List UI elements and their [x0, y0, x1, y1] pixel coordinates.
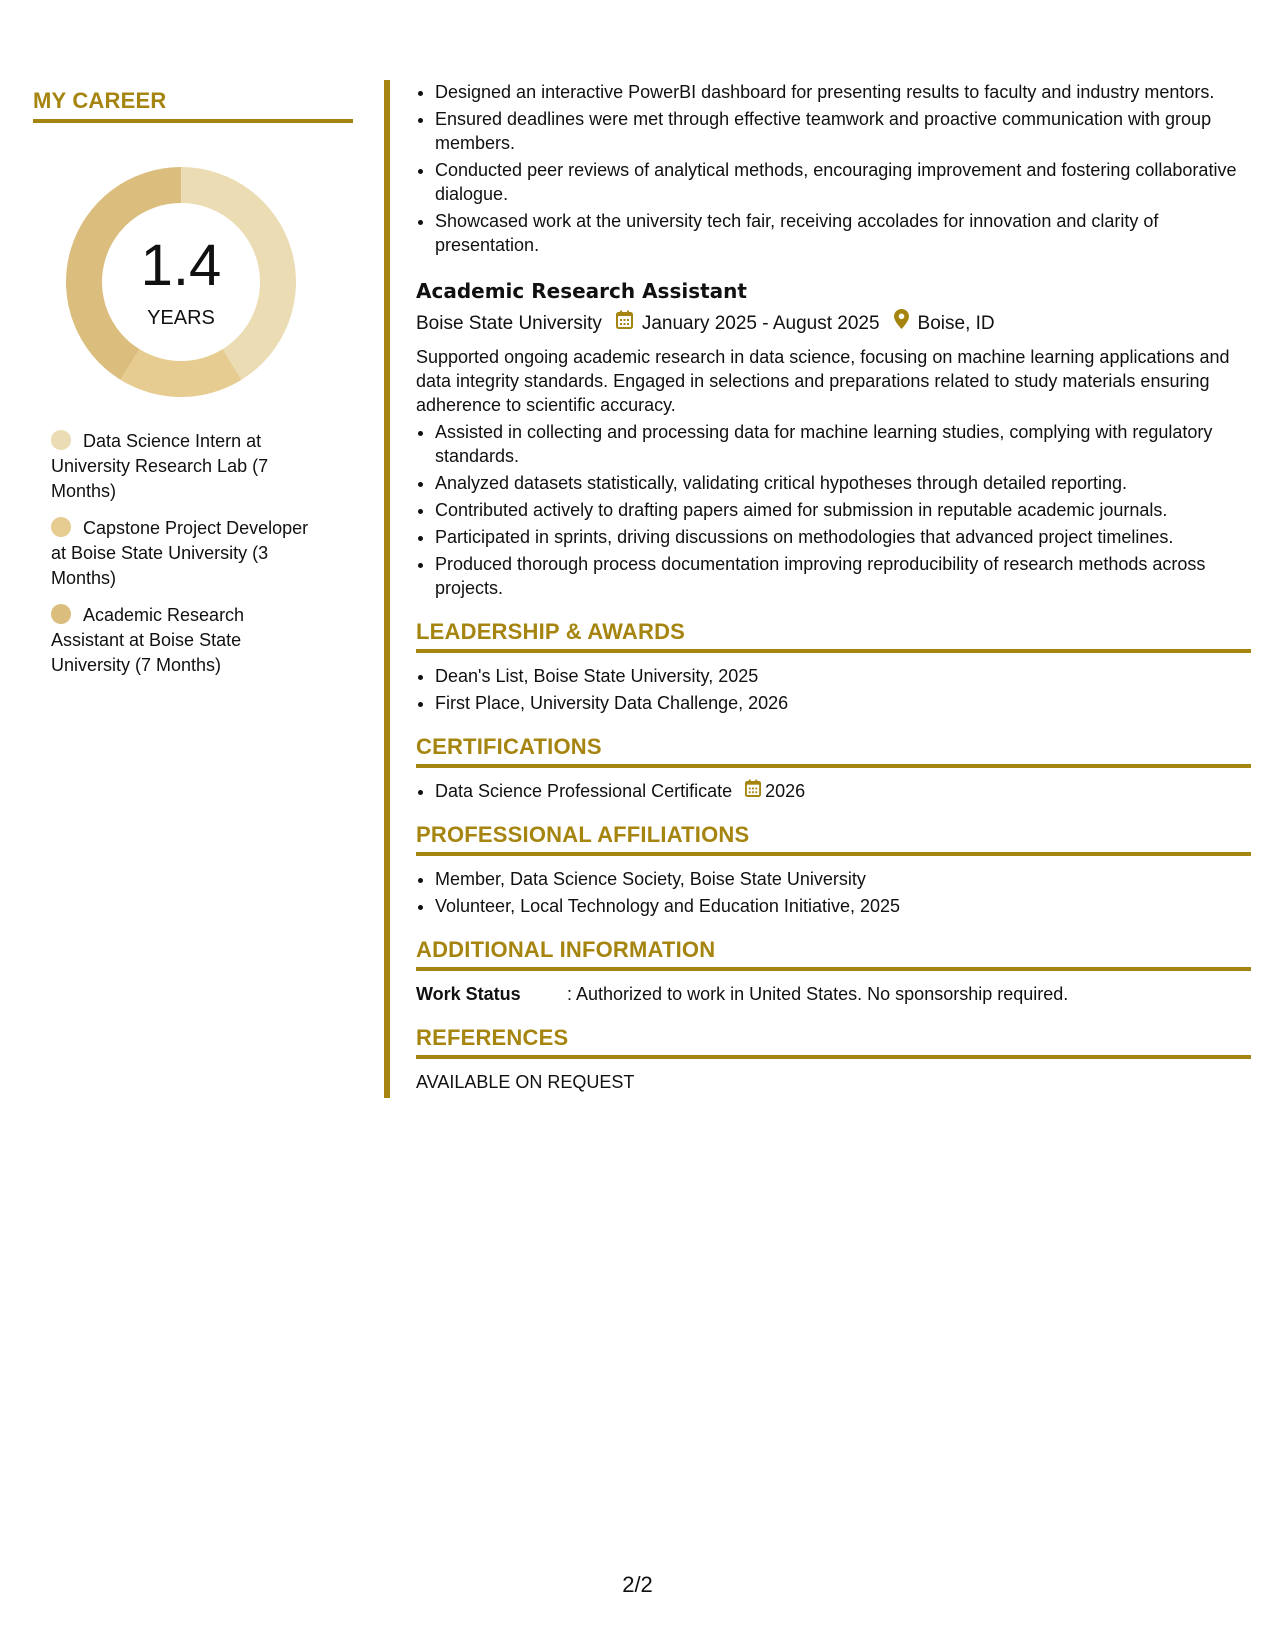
references-text: AVAILABLE ON REQUEST [416, 1072, 635, 1092]
certifications-section [416, 734, 1251, 803]
career-sidebar [33, 88, 353, 690]
legend-item [51, 516, 321, 591]
references-section [416, 1025, 1251, 1094]
certification-name: • Data Science Professional Certificate [435, 781, 733, 801]
legend-label: Academic Research Assistant at Boise State University (7 Months) [51, 605, 245, 675]
calendar-icon [616, 310, 633, 338]
list-item: • Ensured deadlines were met through effective teamwork and proactive communication with group members. [435, 107, 1251, 155]
legend-label: Capstone Project Developer at Boise State University (3 Months) [51, 518, 309, 588]
column-divider [384, 80, 390, 1098]
list-item: • Showcased work at the university tech fair, receiving accolades for innovation and clarity of presentation. [435, 209, 1251, 257]
list-item: • Assisted in collecting and processing data for machine learning studies, complying with regulatory standards. [435, 420, 1251, 468]
legend-dot [51, 604, 71, 624]
previous-job-bullets [416, 80, 1251, 257]
job-dates: January 2025 - August 2025 [641, 312, 880, 334]
list-item: • Member, Data Science Society, Boise State University [435, 867, 1251, 891]
career-legend [51, 429, 321, 678]
list-item: • Volunteer, Local Technology and Education Initiative, 2025 [435, 894, 1251, 918]
legend-item [51, 603, 321, 678]
job-location: Boise, ID [917, 312, 995, 334]
list-item: • Conducted peer reviews of analytical methods, encouraging improvement and fostering collaborative dialogue. [435, 158, 1251, 206]
section-title: ADDITIONAL INFORMATION [416, 937, 1251, 971]
section-title: LEADERSHIP & AWARDS [416, 619, 1251, 653]
list-item: • Analyzed datasets statistically, validating critical hypotheses through detailed reporting. [435, 471, 1251, 495]
leadership-section [416, 619, 1251, 715]
main-content [416, 80, 1251, 1094]
list-item: • First Place, University Data Challenge, 2026 [435, 691, 1251, 715]
work-status-label: Work Status [416, 984, 521, 1004]
list-item: • Contributed actively to drafting papers aimed for submission in reputable academic journals. [435, 498, 1251, 522]
total-years-unit: YEARS [147, 307, 215, 329]
list-item: • Dean's List, Boise State University, 2025 [435, 664, 1251, 688]
list-item [435, 779, 1251, 803]
job-meta [416, 309, 1251, 338]
career-title: MY CAREER [33, 88, 353, 123]
list-item: • Designed an interactive PowerBI dashboard for presenting results to faculty and industry mentors. [435, 80, 1251, 104]
calendar-icon [745, 779, 761, 803]
work-status-value: : Authorized to work in United States. No sponsorship required. [567, 984, 1069, 1004]
section-title: REFERENCES [416, 1025, 1251, 1059]
legend-item [51, 429, 321, 504]
section-title: CERTIFICATIONS [416, 734, 1251, 768]
list-item: • Produced thorough process documentation improving reproducibility of research methods across projects. [435, 552, 1251, 600]
legend-dot [51, 517, 71, 537]
location-pin-icon [894, 309, 909, 338]
job-organization: Boise State University [416, 312, 602, 334]
affiliations-section [416, 822, 1251, 918]
job-title: Academic Research Assistant [416, 279, 747, 303]
certification-year: 2026 [765, 781, 806, 801]
legend-label: Data Science Intern at University Research Lab (7 Months) [51, 431, 269, 501]
total-years-value: 1.4 [140, 233, 222, 298]
additional-info-section [416, 937, 1251, 1006]
list-item: • Participated in sprints, driving discussions on methodologies that advanced project timelines. [435, 525, 1251, 549]
section-title: PROFESSIONAL AFFILIATIONS [416, 822, 1251, 856]
page-number: 2/2 [622, 1572, 653, 1597]
career-donut-chart [66, 167, 296, 397]
work-status-row [416, 982, 1251, 1006]
job-description: Supported ongoing academic research in data science, focusing on machine learning applications and data integrity standards. Engaged in selections and preparations related to study materials ensuring adherence to scientific accuracy. [416, 347, 1230, 415]
job-bullets [416, 420, 1251, 600]
legend-dot [51, 430, 71, 450]
